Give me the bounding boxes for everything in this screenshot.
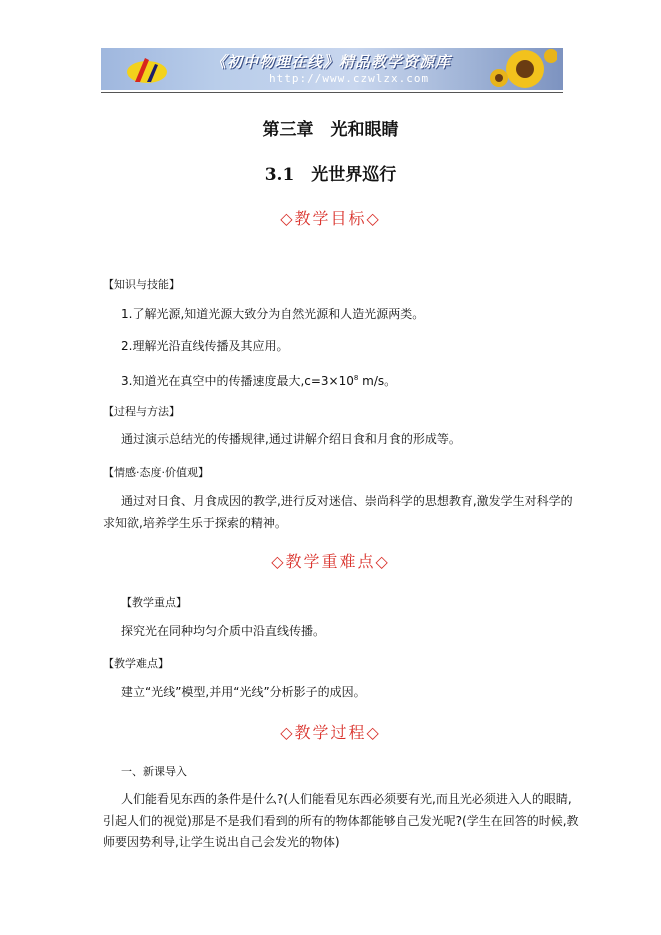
focus-label: 【教学重点】	[121, 596, 187, 609]
intro-line-1: 人们能看见东西的条件是什么?(人们能看见东西必须要有光,而且光必须进入人的眼睛,	[121, 792, 572, 806]
goal-item-3-prefix: 3.知道光在真空中的传播速度最大,c=3×10	[121, 374, 354, 388]
sunflower-icon	[487, 48, 557, 90]
goal-item-3-exponent: 8	[353, 374, 359, 382]
key-points-heading: ◇教学重难点◇	[271, 552, 390, 571]
goal-item-3	[121, 367, 396, 392]
banner-url: http://www.czwlzx.com	[269, 72, 430, 85]
difficulty-text: 建立“光线”模型,并用“光线”分析影子的成因。	[121, 685, 366, 699]
header-banner	[101, 48, 563, 90]
process-method-label: 【过程与方法】	[103, 405, 180, 418]
goal-item-2: 2.理解光沿直线传播及其应用。	[121, 339, 289, 353]
process-method-text: 通过演示总结光的传播规律,通过讲解介绍日食和月食的形成等。	[121, 432, 461, 446]
banner-title: 《初中物理在线》精品教学资源库	[211, 53, 452, 71]
intro-line-2: 引起人们的视觉)那是不是我们看到的所有的物体都能够自己发光呢?(学生在回答的时候,教	[103, 814, 579, 828]
goals-heading: ◇教学目标◇	[280, 209, 381, 228]
attitude-label: 【情感·态度·价值观】	[103, 466, 209, 479]
intro-line-3: 师要因势利导,让学生说出自己会发光的物体)	[103, 835, 340, 849]
process-heading: ◇教学过程◇	[280, 723, 381, 742]
chapter-title: 第三章 光和眼睛	[262, 120, 399, 140]
focus-text: 探究光在同种均匀介质中沿直线传播。	[121, 624, 326, 638]
header-rule	[101, 92, 563, 93]
attitude-line-2: 求知欲,培养学生乐于探索的精神。	[103, 516, 287, 530]
knowledge-label: 【知识与技能】	[103, 278, 180, 291]
goal-item-3-suffix: m/s。	[358, 374, 397, 388]
goal-item-1: 1.了解光源,知道光源大致分为自然光源和人造光源两类。	[121, 307, 425, 321]
intro-label: 一、新课导入	[121, 765, 187, 778]
attitude-line-1: 通过对日食、月食成因的教学,进行反对迷信、崇尚科学的思想教育,激发学生对科学的	[121, 494, 573, 508]
section-title: 3.1 光世界巡行	[264, 165, 397, 185]
difficulty-label: 【教学难点】	[103, 657, 169, 670]
logo-icon	[121, 52, 171, 86]
